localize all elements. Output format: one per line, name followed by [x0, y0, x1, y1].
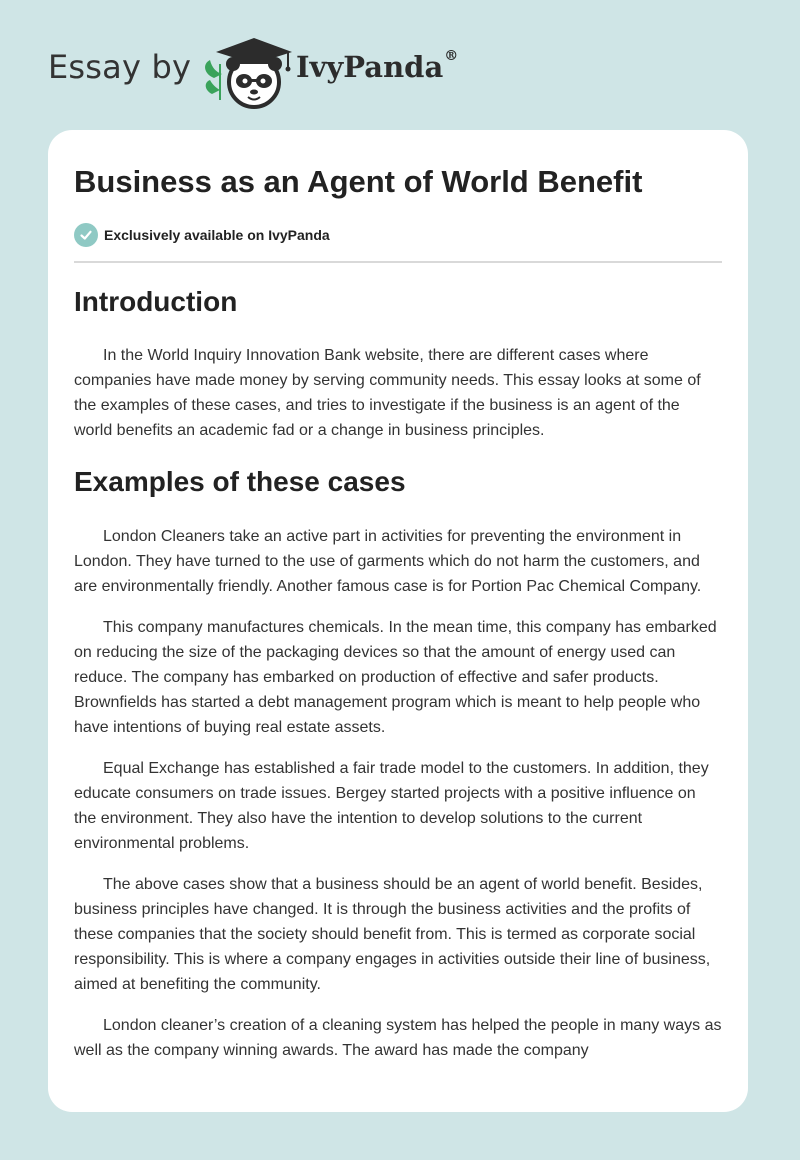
- paragraph: The above cases show that a business should be an agent of world benefit. Besides, business principles have changed. It is through the business activities and the profits of these companies that the society should benefit from. This is termed as corporate social responsibility. This is where a company engages in activities outside their line of business, aimed at benefiting the community.: [74, 876, 711, 993]
- site-header: [48, 30, 488, 110]
- brand-name-text: IvyPanda: [296, 50, 444, 84]
- panda-graduate-logo-icon[interactable]: [200, 34, 296, 110]
- paragraph: Equal Exchange has established a fair trade model to the customers. In addition, they educate consumers on trade issues. Bergey started projects with a positive influence on the environment. They also have the intention to develop solutions to the current environmental problems.: [74, 760, 709, 852]
- brand-trademark: ®: [444, 48, 459, 64]
- essay-title: Business as an Agent of World Benefit: [74, 164, 643, 199]
- brand-name[interactable]: [296, 50, 458, 84]
- essay-body: [74, 282, 722, 1063]
- exclusive-badge-label: Exclusively available on IvyPanda: [104, 227, 330, 243]
- section-heading-introduction: Introduction: [74, 286, 238, 317]
- essay-card: [48, 130, 748, 1112]
- paragraph: This company manufactures chemicals. In the mean time, this company has embarked on reducing the size of the packaging devices so that the amount of energy used can reduce. The company has embarked on production of effective and safer products. Brownfields has started a debt management program which is meant to help people who have intentions of buying real estate assets.: [74, 619, 717, 736]
- exclusive-badge: [74, 222, 330, 248]
- section-heading-examples: Examples of these cases: [74, 466, 406, 497]
- check-circle-icon: [74, 223, 98, 247]
- paragraph: In the World Inquiry Innovation Bank website, there are different cases where companies have made money by serving community needs. This essay looks at some of the examples of these cases, and tries to investigate if the business is an agent of the world benefits an academic fad or a change in business principles.: [74, 347, 701, 439]
- brand-prefix: Essay by: [48, 48, 192, 86]
- paragraph: London Cleaners take an active part in activities for preventing the environment in London. They have turned to the use of garments which do not harm the customers, and are environmentally friendly. Another famous case is for Portion Pac Chemical Company.: [74, 528, 702, 595]
- paragraph: London cleaner’s creation of a cleaning system has helped the people in many ways as well as the company winning awards. The award has made the company: [74, 1017, 722, 1059]
- title-divider: [74, 261, 722, 263]
